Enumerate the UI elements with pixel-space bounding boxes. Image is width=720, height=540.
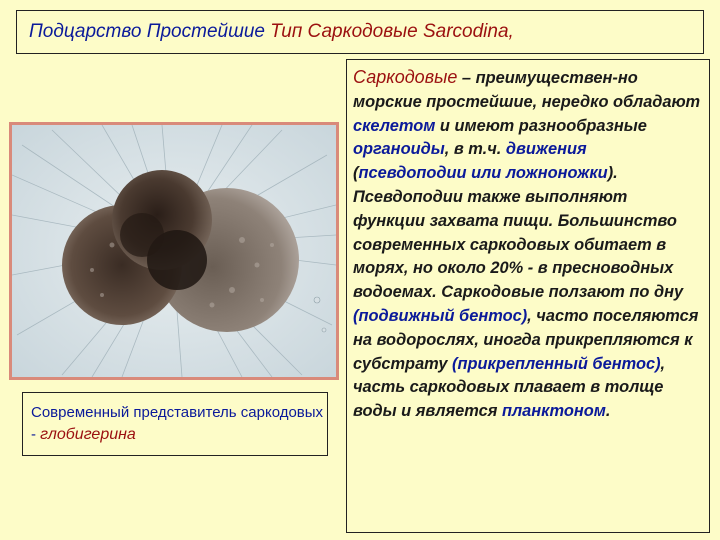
globigerina-photo bbox=[9, 122, 339, 380]
term-pseudopodia: псевдоподии или ложноножки bbox=[358, 164, 608, 183]
title-type: Тип Саркодовые Sarcodina, bbox=[265, 21, 514, 42]
slide-title bbox=[16, 10, 704, 54]
desc-segment: , часто поселяются на водорослях, иногда прикрепляются к субстрату bbox=[353, 306, 699, 373]
term-plankton: планктоном bbox=[501, 402, 606, 421]
desc-segment: и имеют разнообразные bbox=[435, 116, 647, 135]
term-organoids: органоиды bbox=[353, 140, 445, 159]
term-attached-benthos: (прикрепленный бентос) bbox=[452, 354, 661, 373]
caption-species: глобигерина bbox=[40, 426, 136, 443]
desc-lead: Саркодовые bbox=[353, 67, 458, 87]
photo-caption bbox=[22, 392, 328, 456]
desc-segment: – преимуществен-но морские простейшие, нередко обладают bbox=[353, 69, 701, 111]
term-movement: движения bbox=[505, 140, 587, 159]
microscope-image bbox=[12, 125, 336, 377]
desc-segment: , в т.ч. bbox=[444, 140, 506, 159]
desc-segment: , часть саркодовых плавает в толще воды и является bbox=[353, 354, 666, 421]
desc-segment: . bbox=[605, 402, 611, 421]
desc-segment: ). Псевдоподии также выполняют функции захвата пищи. Большинство современных саркодовых обитает в морях, но около 20% - в пресноводных водоемах. Саркодовые ползают по дну bbox=[353, 164, 684, 302]
desc-segment: ( bbox=[353, 164, 359, 183]
title-kingdom: Подцарство Простейшие bbox=[29, 21, 265, 42]
caption-text: Современный представитель саркодовых - bbox=[31, 404, 324, 443]
term-skeleton: скелетом bbox=[353, 116, 436, 135]
description-text bbox=[346, 59, 710, 533]
term-mobile-benthos: (подвижный бентос) bbox=[353, 306, 528, 325]
